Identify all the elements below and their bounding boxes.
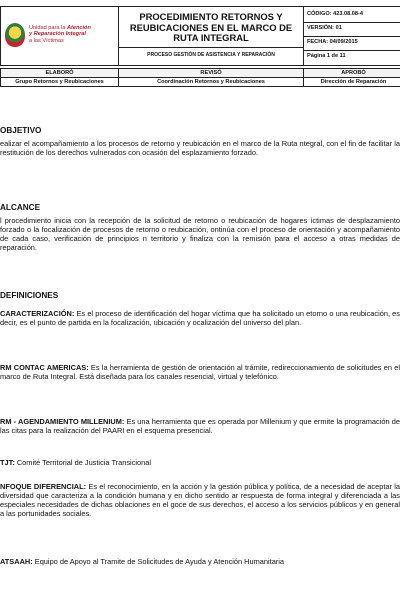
definition-item	[0, 482, 400, 518]
objetivo-text: ealizar el acompañamiento a los procesos de retorno y reubicación en el marco de la Ruta ntegral, con el fin de facilitar la restitución de los derechos vulnerados con ocasión del esplazamiento forzado.	[0, 139, 400, 157]
alcance-text: l procedimiento inicia con la recepción de la solicitud de retorno o reubicación de hogares íctimas de desplazamiento forzado o la focalización de procesos de retorno o reubicación, ontinúa con el proceso de orientación y acompañamiento de cada caso, verificación de principios n territorio y finaliza con la remisión para el acceso a otras medidas de reparación.	[0, 216, 400, 252]
definiciones-section	[0, 291, 400, 304]
elaboro-label: ELABORÓ	[1, 69, 119, 78]
definition-text: Equipo de Apoyo al Tramite de Solicitudes de Ayuda y Atención Humanitaria	[32, 557, 285, 566]
metadata-cell	[304, 7, 400, 66]
document-version: VERSIÓN: 01	[304, 23, 400, 37]
alcance-section	[0, 203, 400, 252]
objetivo-section	[0, 126, 400, 157]
reviso-label: REVISÓ	[119, 69, 304, 78]
reviso-value: Coordinación Retornos y Reubicaciones	[119, 78, 304, 87]
logo-cell	[1, 7, 119, 66]
definition-term: RM CONTAC AMERICAS:	[0, 363, 89, 372]
elaboro-value: Grupo Retornos y Reubicaciones	[1, 78, 119, 87]
process-name: PROCESO GESTIÓN DE ASISTENCIA Y REPARACIÓN	[119, 47, 303, 61]
document-code: CÓDIGO: 423.08.08-4	[304, 9, 400, 23]
section-title-alcance: ALCANCE	[0, 203, 41, 212]
definition-text: Es el proceso de identificación del hogar víctima que ha solicitado un etorno o una reubicación, es decir, es el punto de partida en la focalización, ubicación y ocalización del universo del plan.	[0, 309, 400, 327]
document-date: FECHA: 04/09/2015	[304, 37, 400, 51]
coat-of-arms-icon	[5, 23, 25, 47]
aprobo-value: Dirección de Reparación	[304, 78, 400, 87]
entity-logo-text: Unidad para la Atención y Reparación Integral a las Víctimas	[29, 25, 91, 44]
definition-term: CARACTERIZACIÓN:	[0, 309, 75, 318]
document-title: PROCEDIMIENTO RETORNOS Y REUBICACIONES EN EL MARCO DE RUTA INTEGRAL	[129, 11, 293, 44]
title-cell	[119, 7, 304, 66]
definition-text: Es una herramienta que es operada por Millenium y que ermite la programación de las citas para la realización del PAARI en el esquema presencial.	[0, 417, 400, 435]
definition-text: Comité Territorial de Justicia Transicional	[14, 458, 152, 467]
document-header	[0, 6, 400, 66]
definition-text: Es la herramienta de gestión de orientación al trámite, redireccionamiento de solicitudes en el marco de Ruta Integral. Está diseñada para los canales resencial, virtual y telefónico.	[0, 363, 400, 381]
definition-term: TJT:	[0, 458, 15, 467]
approval-table	[0, 68, 400, 87]
definition-item	[0, 458, 400, 467]
definition-item	[0, 417, 400, 435]
definition-item	[0, 557, 400, 566]
definition-term: ATSAAH:	[0, 557, 33, 566]
aprobo-label: APROBÓ	[304, 69, 400, 78]
definition-text: Es el reconocimiento, en la acción y la gestión pública y política, de a necesidad de aceptar la diversidad que caracteriza a la condición humana y en dicho sentido ar respuesta de forma integral y diferenciada a las especiales necesidades de dichas oblaciones en el goce de sus derechos, el acceso a los servicios públicos y en general a las portunidades sociales.	[0, 482, 400, 518]
section-title-objetivo: OBJETIVO	[0, 126, 42, 135]
page-number: Página 1 de 11	[307, 52, 346, 59]
definition-term: NFOQUE DIFERENCIAL:	[0, 482, 87, 491]
section-title-definiciones: DEFINICIONES	[0, 291, 59, 300]
definition-item	[0, 363, 400, 381]
definition-term: RM - AGENDAMIENTO MILLENIUM:	[0, 417, 125, 426]
definition-item	[0, 309, 400, 327]
